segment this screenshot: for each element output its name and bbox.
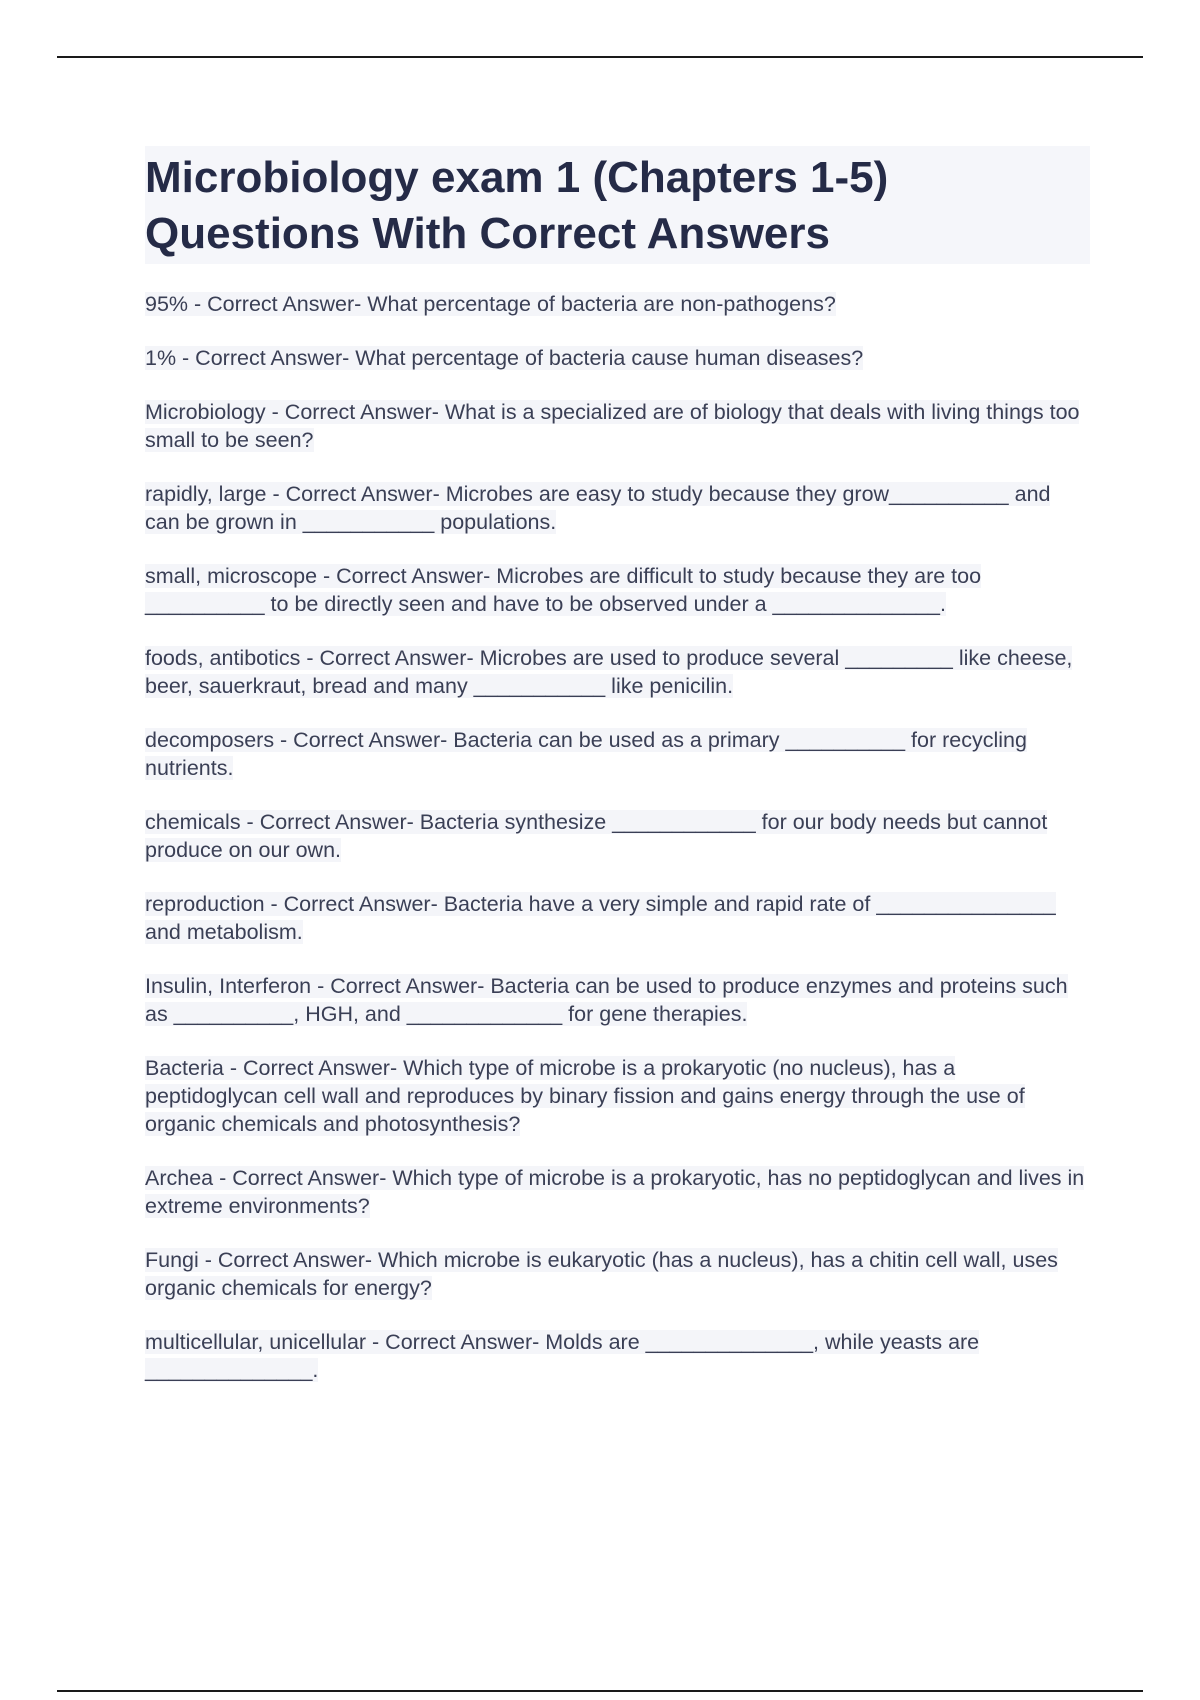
qa-item	[145, 480, 1090, 536]
qa-text: Fungi - Correct Answer- Which microbe is eukaryotic (has a nucleus), has a chitin cell wall, uses organic chemicals for energy?	[145, 1248, 1058, 1300]
qa-item	[145, 1054, 1090, 1138]
qa-text: multicellular, unicellular - Correct Answer- Molds are ______________, while yeasts are ______________.	[145, 1330, 980, 1382]
title-block	[145, 146, 1090, 264]
qa-text: 95% - Correct Answer- What percentage of bacteria are non-pathogens?	[145, 292, 836, 316]
qa-item	[145, 344, 1090, 372]
bottom-divider	[57, 1690, 1143, 1692]
qa-text: foods, antibotics - Correct Answer- Microbes are used to produce several _________ like cheese, beer, sauerkraut, bread and many ___________ like penicilin.	[145, 646, 1073, 698]
qa-item	[145, 890, 1090, 946]
qa-item	[145, 1328, 1090, 1384]
qa-item	[145, 398, 1090, 454]
qa-item	[145, 808, 1090, 864]
qa-text: Bacteria - Correct Answer- Which type of microbe is a prokaryotic (no nucleus), has a peptidoglycan cell wall and reproduces by binary fission and gains energy through the use of organic chemicals and photosynthesis?	[145, 1056, 1025, 1136]
title-line-2: Questions With Correct Answers	[145, 209, 830, 258]
qa-item	[145, 644, 1090, 700]
qa-item	[145, 290, 1090, 318]
qa-item	[145, 1246, 1090, 1302]
qa-text: small, microscope - Correct Answer- Microbes are difficult to study because they are too __________ to be directly seen and have to be observed under a ______________.	[145, 564, 982, 616]
qa-text: 1% - Correct Answer- What percentage of bacteria cause human diseases?	[145, 346, 864, 370]
title-line-1: Microbiology exam 1 (Chapters 1-5)	[145, 153, 889, 202]
page-title	[145, 150, 1090, 262]
qa-text: Insulin, Interferon - Correct Answer- Bacteria can be used to produce enzymes and proteins such as __________, HGH, and _____________ for gene therapies.	[145, 974, 1068, 1026]
qa-item	[145, 972, 1090, 1028]
document-body	[145, 146, 1090, 1410]
qa-text: chemicals - Correct Answer- Bacteria synthesize ____________ for our body needs but cannot produce on our own.	[145, 810, 1048, 862]
qa-text: rapidly, large - Correct Answer- Microbes are easy to study because they grow__________ and can be grown in ___________ populations.	[145, 482, 1051, 534]
top-divider	[57, 56, 1143, 58]
qa-text: reproduction - Correct Answer- Bacteria have a very simple and rapid rate of _______________ and metabolism.	[145, 892, 1056, 944]
qa-text: Archea - Correct Answer- Which type of microbe is a prokaryotic, has no peptidoglycan and lives in extreme environments?	[145, 1166, 1085, 1218]
qa-item	[145, 1164, 1090, 1220]
qa-item	[145, 726, 1090, 782]
qa-list	[145, 290, 1090, 1384]
qa-text: decomposers - Correct Answer- Bacteria can be used as a primary __________ for recycling nutrients.	[145, 728, 1027, 780]
qa-item	[145, 562, 1090, 618]
qa-text: Microbiology - Correct Answer- What is a specialized are of biology that deals with living things too small to be seen?	[145, 400, 1080, 452]
